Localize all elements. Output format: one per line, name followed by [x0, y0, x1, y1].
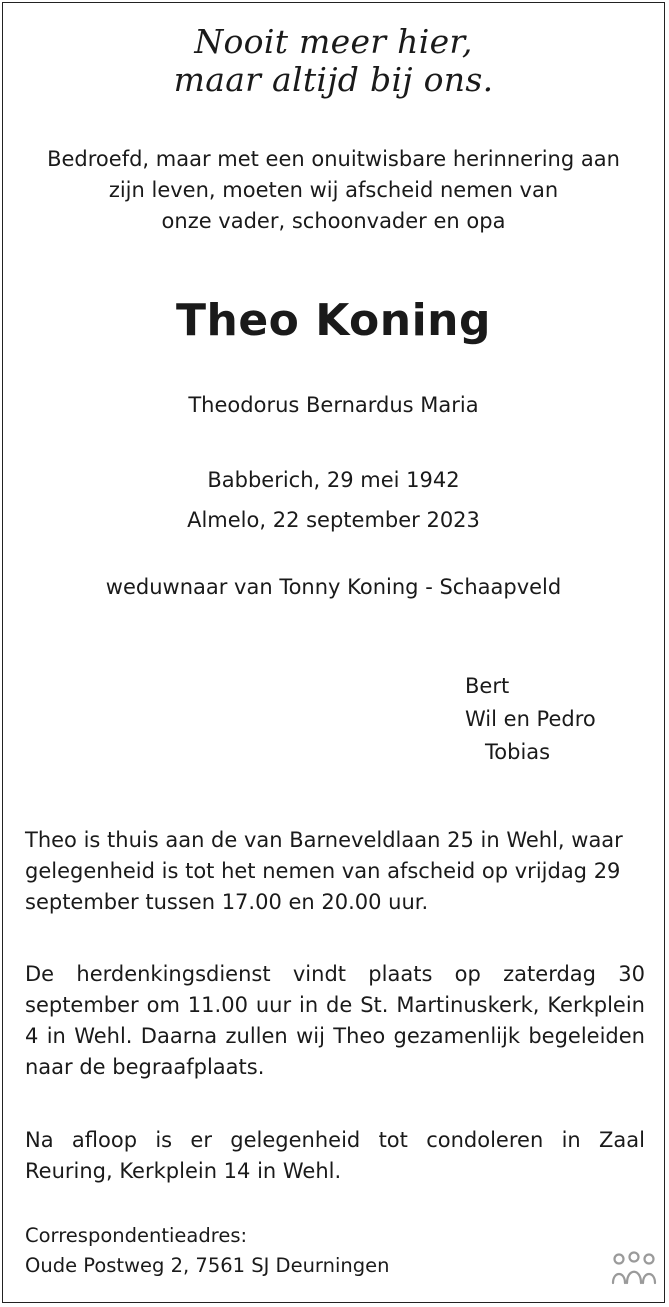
motto-line-2: maar altijd bij ons.: [173, 60, 494, 99]
family-member: Wil en Pedro: [465, 707, 596, 731]
intro-line-2: zijn leven, moeten wij afscheid nemen van: [108, 178, 559, 202]
viewing-paragraph: Theo is thuis aan de van Barneveldlaan 25 in Wehl, waar gelegenheid is tot het nemen van afscheid op vrijdag 29 september tussen 17.00 en 20.00 uur.: [25, 828, 623, 914]
birth-line: Babberich, 29 mei 1942: [207, 468, 460, 492]
correspondence: [25, 1221, 389, 1281]
family-group-icon: [611, 1251, 657, 1285]
correspondence-address: Oude Postweg 2, 7561 SJ Deurningen: [25, 1254, 390, 1277]
condolence-paragraph: Na afloop is er gelegenheid tot condoleren in Zaal Reuring, Kerkplein 14 in Wehl.: [25, 1128, 645, 1183]
intro-line-1: Bedroefd, maar met een onuitwisbare herinnering aan: [47, 147, 620, 171]
death-line: Almelo, 22 september 2023: [187, 508, 480, 532]
family-list: [465, 670, 596, 769]
obituary-card: [2, 2, 665, 1303]
motto-line-1: Nooit meer hier,: [194, 22, 473, 61]
family-member-grandchild: Tobias: [485, 740, 551, 764]
deceased-name: Theo Koning: [175, 295, 491, 346]
full-name: Theodorus Bernardus Maria: [188, 393, 479, 417]
intro-line-3: onze vader, schoonvader en opa: [161, 209, 506, 233]
intro-text: [3, 144, 664, 237]
service-paragraph: De herdenkingsdienst vindt plaats op zaterdag 30 september om 11.00 uur in de St. Martinuskerk, Kerkplein 4 in Wehl. Daarna zullen wij Theo gezamenlijk begeleiden naar de begraafplaats.: [25, 962, 645, 1079]
correspondence-label: Correspondentieadres:: [25, 1224, 248, 1247]
motto: [3, 23, 664, 99]
spouse-line: weduwnaar van Tonny Koning - Schaapveld: [105, 575, 562, 599]
family-member: Bert: [465, 674, 510, 698]
